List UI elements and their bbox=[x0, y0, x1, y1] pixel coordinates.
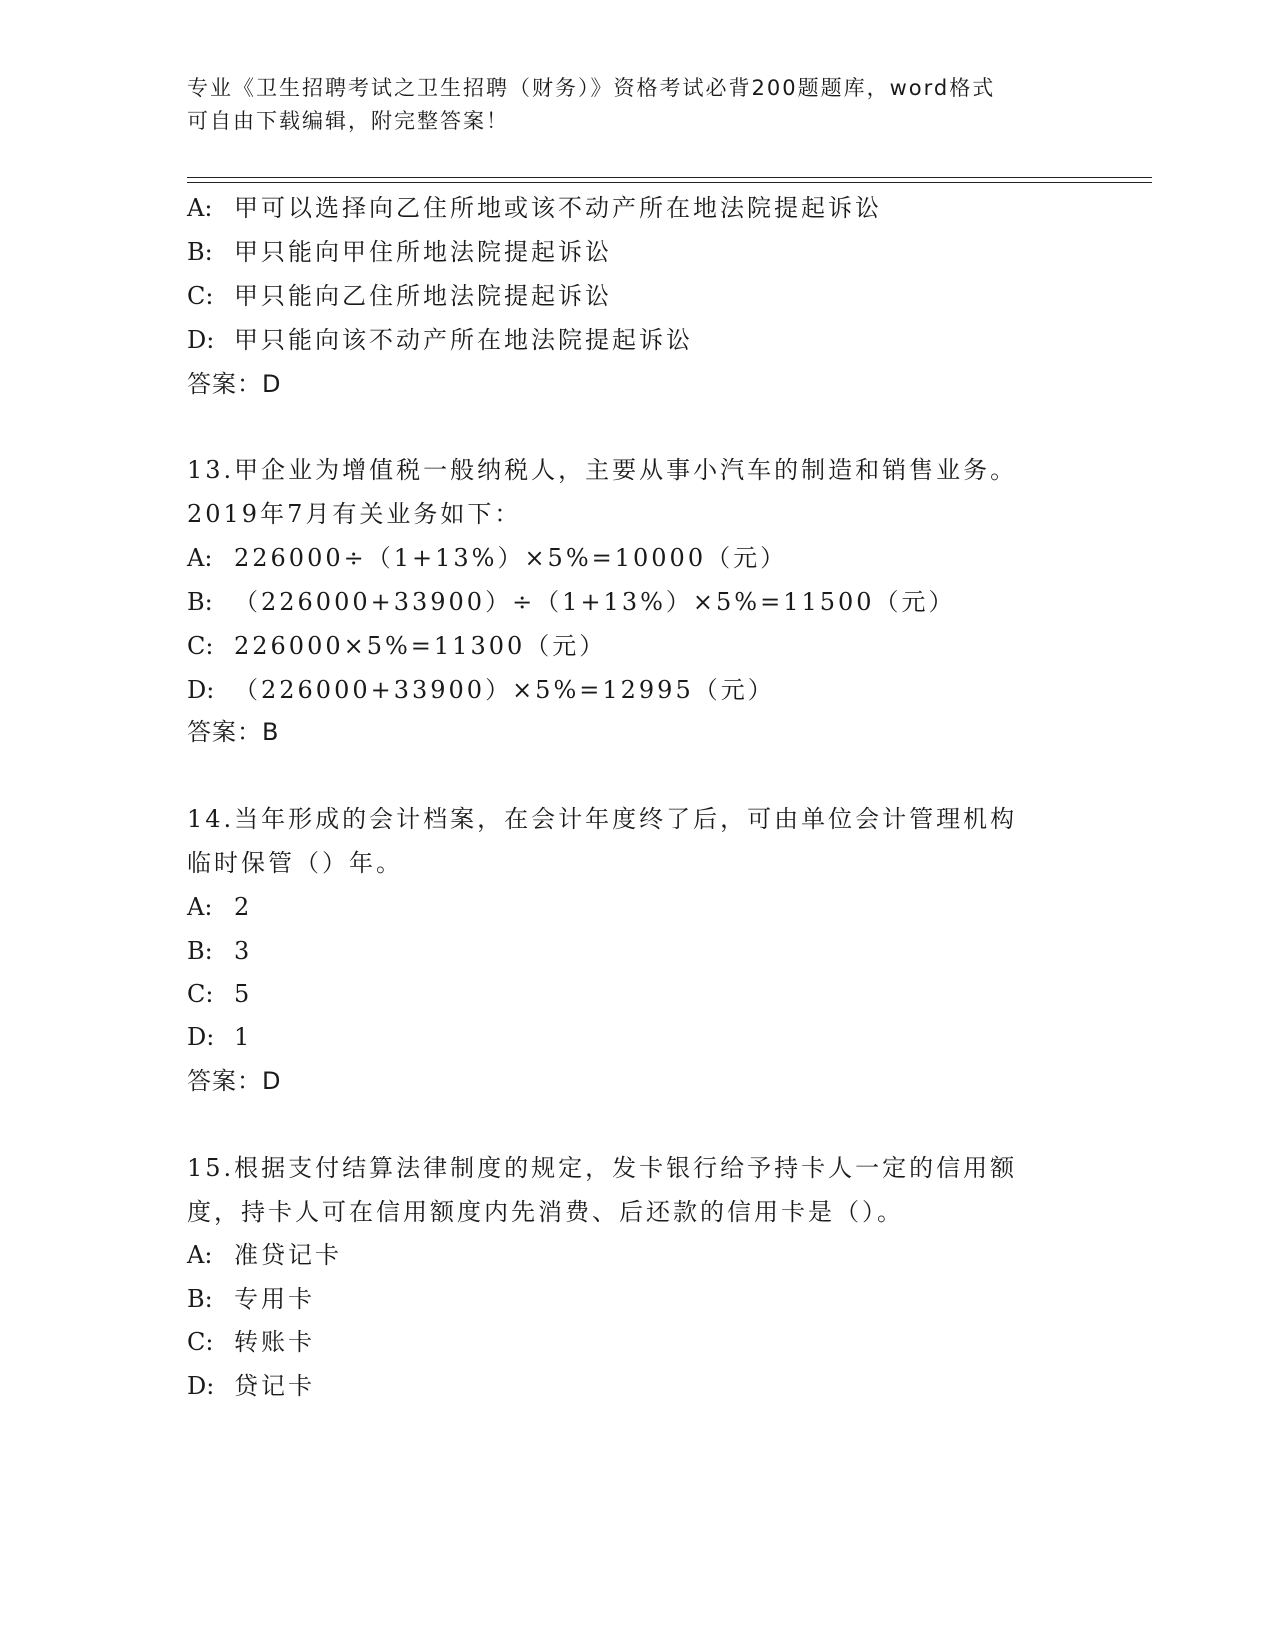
q14-option-d: D: 1 bbox=[187, 1023, 253, 1051]
q14-option-c: C: 5 bbox=[187, 980, 253, 1008]
q14-stem-line-1: 14.当年形成的会计档案，在会计年度终了后，可由单位会计管理机构 bbox=[187, 805, 1018, 833]
q13-stem-line-2: 2019年7月有关业务如下： bbox=[187, 500, 522, 528]
q12-option-a: A: 甲可以选择向乙住所地或该不动产所在地法院提起诉讼 bbox=[187, 194, 882, 222]
q13-option-d: D: （226000+33900）×5%=12995（元） bbox=[187, 676, 775, 704]
header-line-2: 可自由下载编辑，附完整答案！ bbox=[187, 109, 509, 133]
q12-option-b: B: 甲只能向甲住所地法院提起诉讼 bbox=[187, 238, 612, 266]
q15-option-b: B: 专用卡 bbox=[187, 1285, 315, 1313]
q15-option-c: C: 转账卡 bbox=[187, 1328, 315, 1356]
q13-stem-line-1: 13.甲企业为增值税一般纳税人，主要从事小汽车的制造和销售业务。 bbox=[187, 456, 1018, 484]
q13-option-b: B: （226000+33900）÷（1+13%）×5%=11500（元） bbox=[187, 588, 956, 616]
q14-stem-line-2: 临时保管（）年。 bbox=[187, 849, 403, 877]
q14-option-a: A: 2 bbox=[187, 893, 253, 921]
q12-option-d: D: 甲只能向该不动产所在地法院提起诉讼 bbox=[187, 326, 693, 354]
q14-answer: 答案：D bbox=[187, 1067, 282, 1095]
header-rule-bottom bbox=[187, 182, 1152, 183]
q15-option-a: A: 准贷记卡 bbox=[187, 1241, 342, 1269]
q12-answer: 答案：D bbox=[187, 370, 282, 398]
header-line-1: 专业《卫生招聘考试之卫生招聘（财务）》资格考试必背200题题库，word格式 bbox=[187, 76, 996, 100]
header-rule-top bbox=[187, 177, 1152, 178]
q15-stem-line-2: 度，持卡人可在信用额度内先消费、后还款的信用卡是（）。 bbox=[187, 1198, 904, 1226]
q15-option-d: D: 贷记卡 bbox=[187, 1372, 315, 1400]
q13-option-a: A: 226000÷（1+13%）×5%=10000（元） bbox=[187, 544, 788, 572]
document-header bbox=[187, 72, 1067, 138]
q14-option-b: B: 3 bbox=[187, 937, 253, 965]
q13-option-c: C: 226000×5%=11300（元） bbox=[187, 632, 607, 660]
q12-option-c: C: 甲只能向乙住所地法院提起诉讼 bbox=[187, 282, 612, 310]
q13-answer: 答案：B bbox=[187, 718, 280, 746]
q15-stem-line-1: 15.根据支付结算法律制度的规定，发卡银行给予持卡人一定的信用额 bbox=[187, 1154, 1018, 1182]
